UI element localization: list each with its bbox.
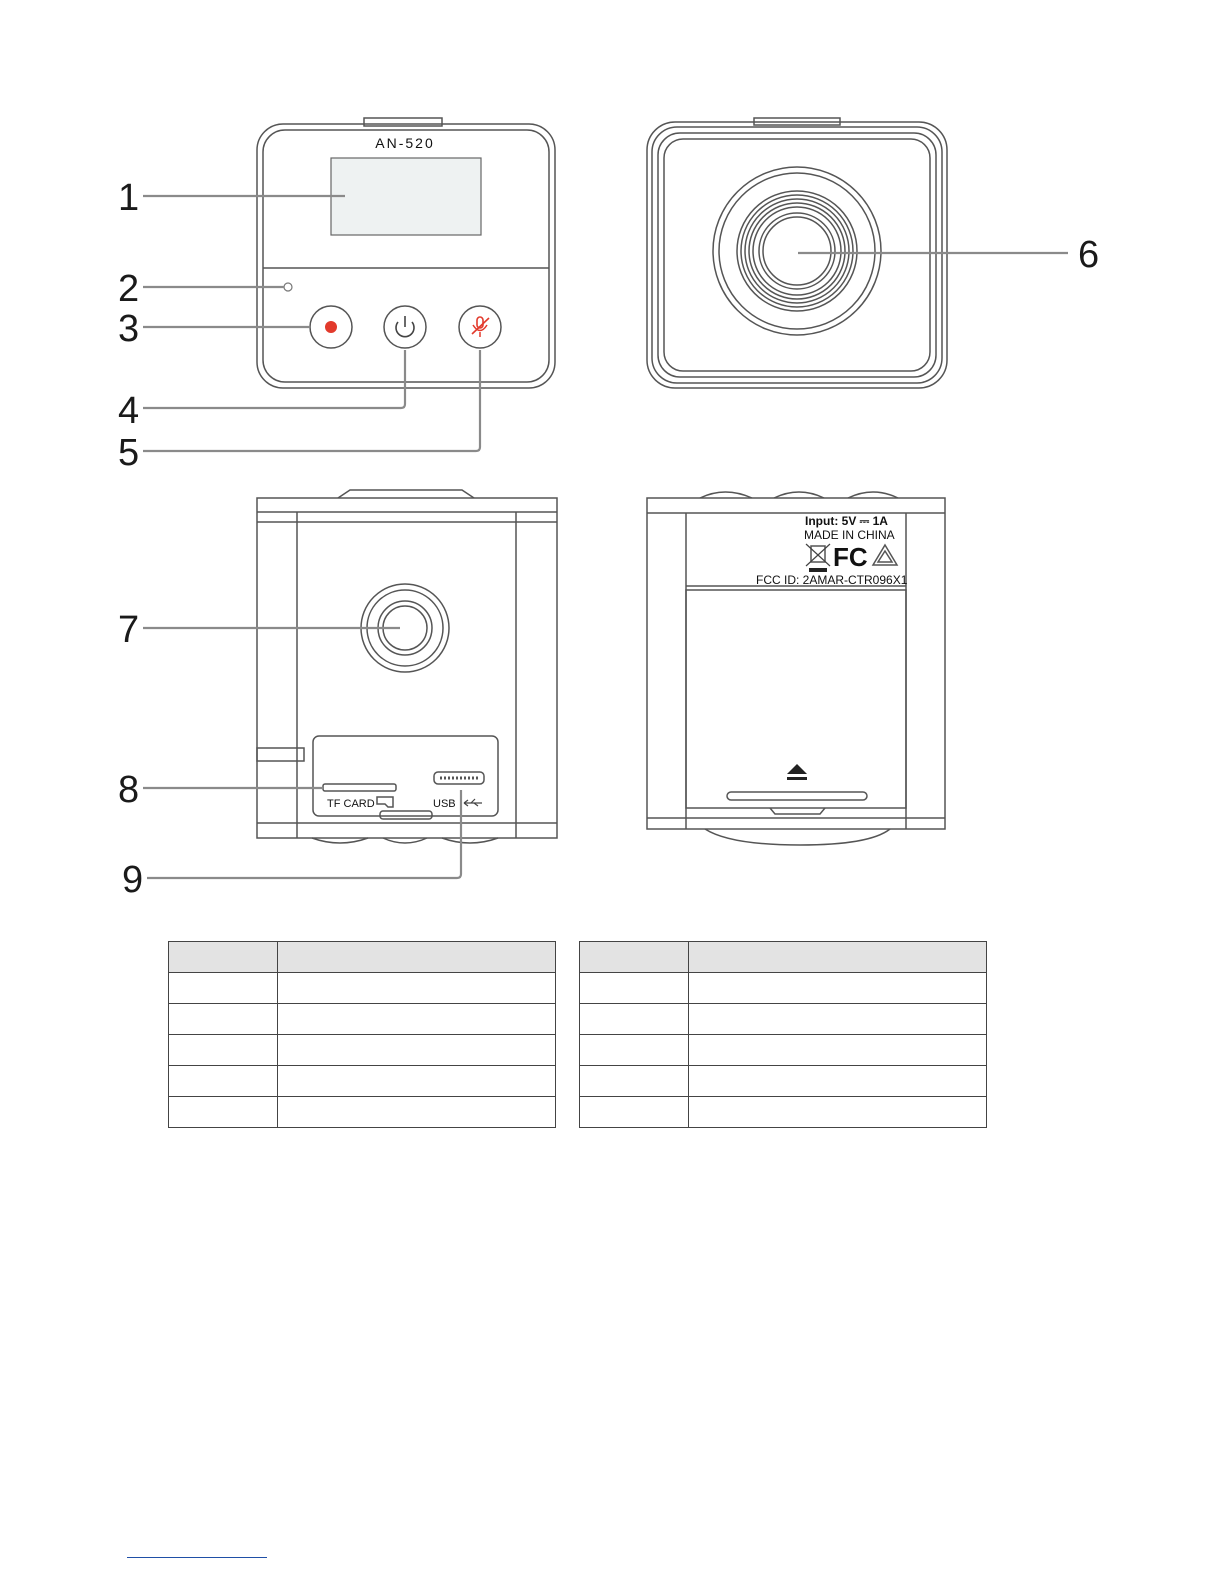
table-cell [689, 973, 987, 1004]
table-cell [169, 1097, 278, 1128]
table-row [169, 973, 556, 1004]
usb-label: USB [433, 798, 456, 810]
footer-rule [127, 1557, 267, 1558]
table-cell [580, 973, 689, 1004]
table-row [580, 1097, 987, 1128]
bottom-view [257, 490, 557, 843]
parts-table-left [168, 941, 556, 1128]
table-cell [278, 973, 556, 1004]
made-in-text: MADE IN CHINA [804, 528, 895, 542]
table-cell [278, 1066, 556, 1097]
table-cell [169, 973, 278, 1004]
table-cell [689, 1004, 987, 1035]
table-cell [580, 1097, 689, 1128]
indicator-light [284, 283, 292, 291]
table-cell [689, 1035, 987, 1066]
mic-mute-icon [472, 317, 489, 337]
callout-8: 8 [118, 769, 140, 811]
table-cell [278, 1097, 556, 1128]
power-icon [396, 316, 414, 337]
callout-7: 7 [118, 609, 140, 651]
front-view [257, 118, 555, 388]
callout-2: 2 [118, 268, 140, 310]
recycle-icon [873, 545, 897, 565]
battery-cover [686, 590, 906, 808]
tf-card-slot [323, 784, 396, 791]
callout-4: 4 [118, 390, 140, 432]
table-cell [278, 1035, 556, 1066]
callouts [118, 177, 1099, 901]
table-cell [580, 1004, 689, 1035]
table-row [169, 1004, 556, 1035]
table-row [580, 1004, 987, 1035]
table-header-row [580, 942, 987, 973]
tf-card-label: TF CARD [327, 798, 375, 810]
callout-1: 1 [118, 177, 140, 219]
table-header-cell [689, 942, 987, 973]
cover-latch [727, 792, 867, 800]
table-cell [169, 1066, 278, 1097]
display-screen [331, 158, 481, 235]
callout-6: 6 [1078, 234, 1100, 276]
usb-icon [464, 799, 482, 806]
table-cell [689, 1066, 987, 1097]
record-icon [325, 321, 337, 333]
table-row [580, 973, 987, 1004]
table-header-cell [278, 942, 556, 973]
table-row [169, 1035, 556, 1066]
table-row [580, 1066, 987, 1097]
fcc-id: FCC ID: 2AMAR-CTR096X1 [756, 573, 908, 587]
table-cell [169, 1004, 278, 1035]
table-header-cell [580, 942, 689, 973]
eject-icon [787, 764, 807, 780]
table-cell [580, 1035, 689, 1066]
table-cell [689, 1097, 987, 1128]
callout-9: 9 [122, 859, 144, 901]
sd-card-icon [377, 797, 393, 807]
lens [763, 217, 831, 285]
table-row [580, 1035, 987, 1066]
input-rating: Input: 5V ⎓ 1A [805, 514, 888, 528]
model-text: AN-520 [375, 135, 435, 151]
table-cell [278, 1004, 556, 1035]
table-header-row [169, 942, 556, 973]
table-cell [580, 1066, 689, 1097]
fc-logo: FC [833, 542, 868, 572]
table-row [169, 1066, 556, 1097]
parts-table-right [579, 941, 987, 1128]
back-view [647, 492, 945, 845]
table-row [169, 1097, 556, 1128]
table-header-cell [169, 942, 278, 973]
callout-3: 3 [118, 308, 140, 350]
weee-bin-icon [806, 544, 830, 572]
callout-5: 5 [118, 432, 140, 474]
table-cell [169, 1035, 278, 1066]
